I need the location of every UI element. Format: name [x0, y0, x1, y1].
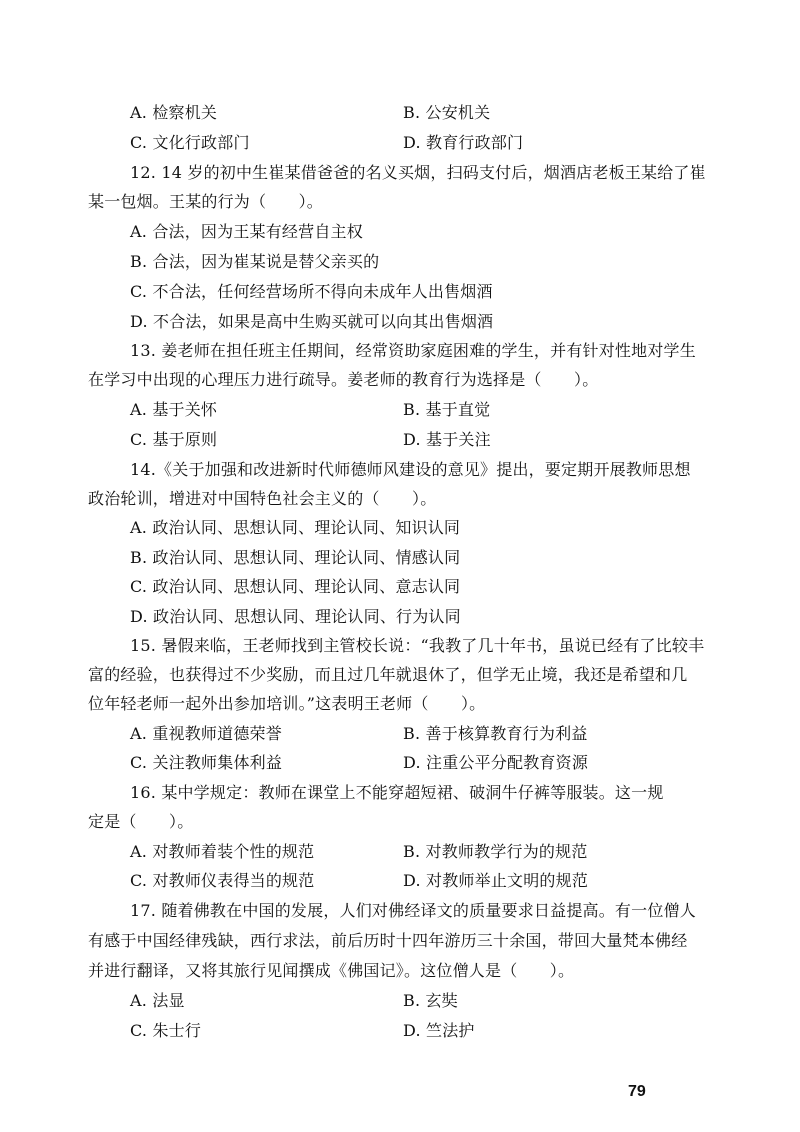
q11-option-d: D. 教育行政部门 — [403, 133, 524, 152]
q15-stem-line2: 富的经验，也获得过不少奖励，而且过几年就退休了，但学无止境，我还是希望和几 — [88, 665, 688, 684]
q11-option-c: C. 文化行政部门 — [130, 133, 250, 152]
q14-option-c: C. 政治认同、思想认同、理论认同、意志认同 — [130, 577, 461, 596]
q15-option-b: B. 善于核算教育行为利益 — [403, 724, 588, 743]
q14-stem-line1: 14.《关于加强和改进新时代师德师风建设的意见》提出，要定期开展教师思想 — [130, 460, 691, 479]
q17-option-c: C. 朱士行 — [130, 1021, 202, 1040]
q17-option-d: D. 竺法护 — [403, 1021, 475, 1040]
q17-option-a: A. 法显 — [130, 991, 185, 1010]
q12-option-b: B. 合法，因为崔某说是替父亲买的 — [130, 252, 380, 271]
q17-option-b: B. 玄奘 — [403, 991, 458, 1010]
q11-option-b: B. 公安机关 — [403, 103, 491, 122]
q16-option-c: C. 对教师仪表得当的规范 — [130, 871, 315, 890]
q14-option-a: A. 政治认同、思想认同、理论认同、知识认同 — [130, 518, 461, 537]
q15-option-a: A. 重视教师道德荣誉 — [130, 724, 282, 743]
q14-option-b: B. 政治认同、思想认同、理论认同、情感认同 — [130, 548, 461, 567]
q16-stem-line1: 16. 某中学规定：教师在课堂上不能穿超短裙、破洞牛仔裤等服装。这一规 — [130, 783, 664, 802]
q13-option-b: B. 基于直觉 — [403, 400, 491, 419]
q17-stem-line3: 并进行翻译，又将其旅行见闻撰成《佛国记》。这位僧人是（ ）。 — [88, 961, 575, 980]
q12-stem-line2: 某一包烟。王某的行为（ ）。 — [88, 192, 324, 211]
q15-option-d: D. 注重公平分配教育资源 — [403, 753, 589, 772]
q15-stem-line1: 15. 暑假来临，王老师找到主管校长说：“我教了几十年书，虽说已经有了比较丰 — [130, 636, 705, 655]
q13-option-c: C. 基于原则 — [130, 430, 218, 449]
q12-stem-line1: 12. 14 岁的初中生崔某借爸爸的名义买烟，扫码支付后，烟酒店老板王某给了崔 — [130, 163, 706, 182]
q13-stem-line2: 在学习中出现的心理压力进行疏导。姜老师的教育行为选择是（ ）。 — [88, 370, 599, 389]
q17-stem-line2: 有感于中国经律残缺，西行求法，前后历时十四年游历三十余国，带回大量梵本佛经 — [88, 931, 688, 950]
q14-option-d: D. 政治认同、思想认同、理论认同、行为认同 — [130, 607, 461, 626]
q17-stem-line1: 17. 随着佛教在中国的发展，人们对佛经译文的质量要求日益提高。有一位僧人 — [130, 901, 696, 920]
q15-stem-line3: 位年轻老师一起外出参加培训。”这表明王老师（ ）。 — [88, 694, 486, 713]
q15-option-c: C. 关注教师集体利益 — [130, 753, 283, 772]
q16-option-a: A. 对教师着装个性的规范 — [130, 842, 315, 861]
q11-option-a: A. 检察机关 — [130, 103, 218, 122]
q13-option-a: A. 基于关怀 — [130, 400, 218, 419]
q16-option-b: B. 对教师教学行为的规范 — [403, 842, 588, 861]
q12-option-a: A. 合法，因为王某有经营自主权 — [130, 222, 363, 241]
q12-option-c: C. 不合法，任何经营场所不得向未成年人出售烟酒 — [130, 282, 493, 301]
q16-stem-line2: 定是（ ）。 — [88, 812, 194, 831]
q12-option-d: D. 不合法，如果是高中生购买就可以向其出售烟酒 — [130, 312, 494, 331]
q14-stem-line2: 政治轮训，增进对中国特色社会主义的（ ）。 — [88, 489, 437, 508]
page-number: 79 — [628, 1083, 646, 1100]
q13-stem-line1: 13. 姜老师在担任班主任期间，经常资助家庭困难的学生，并有针对性地对学生 — [130, 341, 696, 360]
q16-option-d: D. 对教师举止文明的规范 — [403, 871, 589, 890]
q13-option-d: D. 基于关注 — [403, 430, 491, 449]
